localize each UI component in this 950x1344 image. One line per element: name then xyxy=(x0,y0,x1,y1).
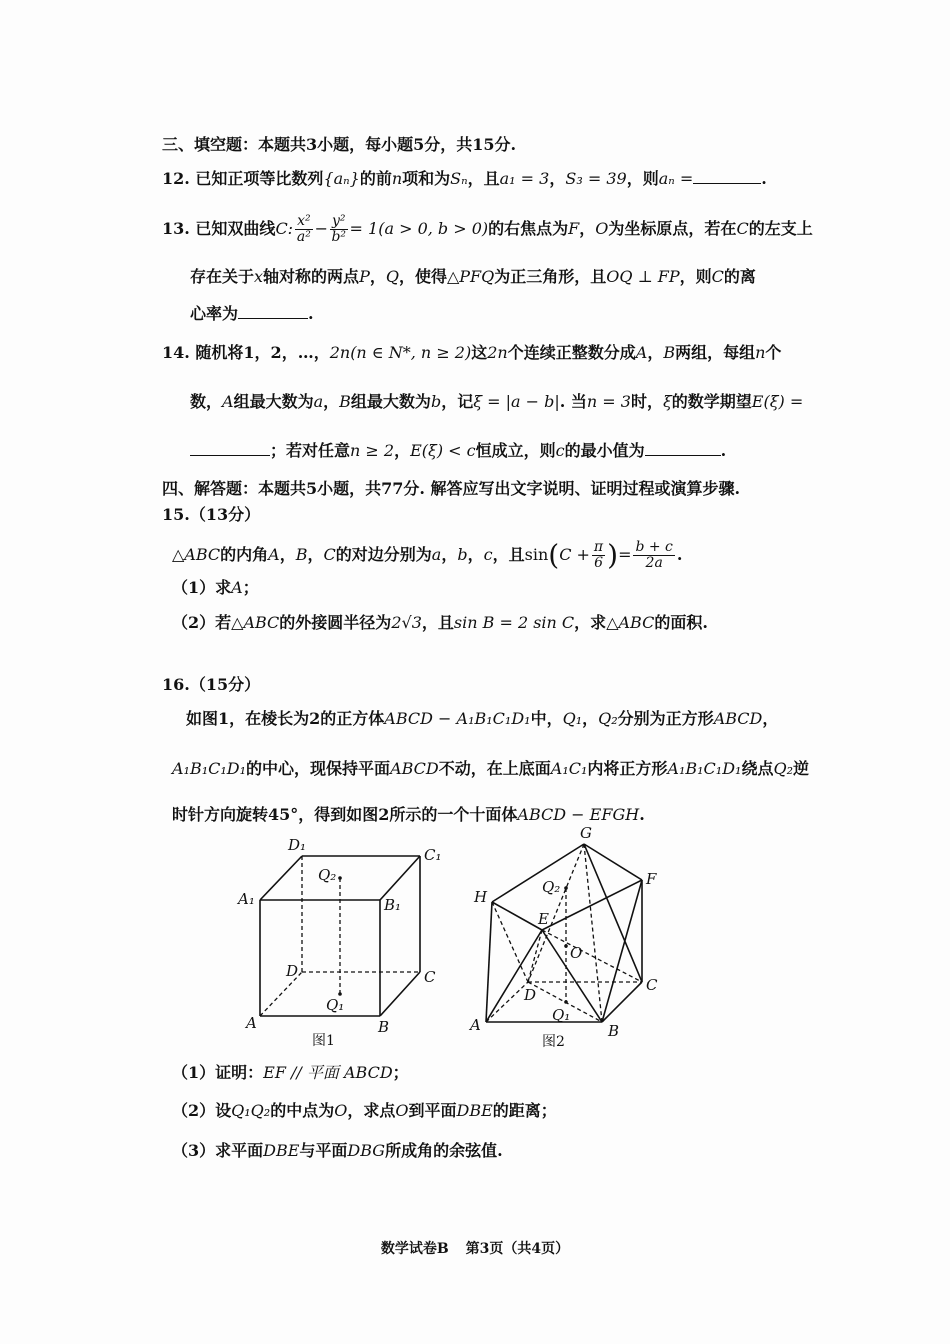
question-15-part-2: （2）若△ABC的外接圆半径为2√3，且sin B = 2 sin C，求△ABC的面积. xyxy=(172,613,708,632)
fig1-label-Q1: Q₁ xyxy=(326,996,345,1014)
q14-answer-blank-1[interactable] xyxy=(190,441,270,456)
footer-page-number: 第3页（共4页） xyxy=(465,1241,570,1257)
fig1-caption: 图1 xyxy=(312,1033,335,1049)
fig2-label-O: O xyxy=(570,944,583,962)
fig2-label-D: D xyxy=(524,986,537,1004)
question-16-part-2: （2）设Q₁Q₂的中点为O，求点O到平面DBE的距离； xyxy=(172,1101,557,1120)
fig1-label-B: B xyxy=(378,1018,390,1036)
section-3-heading: 三、填空题：本题共3小题，每小题5分，共15分. xyxy=(162,135,517,154)
fig2-label-E: E xyxy=(538,910,549,928)
fig2-label-H: H xyxy=(474,888,488,906)
fig2-label-Q2: Q₂ xyxy=(542,878,561,896)
question-14-line-2: 数，A组最大数为a，B组最大数为b，记ξ = |a − b|. 当n = 3时，ξ的数学期望E(ξ) = xyxy=(190,392,804,411)
fig1-label-B1: B₁ xyxy=(384,896,402,914)
question-16-part-3: （3）求平面DBE与平面DBG所成角的余弦值. xyxy=(172,1141,503,1160)
fig1-label-Q2: Q₂ xyxy=(318,866,337,884)
fig1-label-C1: C₁ xyxy=(424,846,442,864)
fig1-label-D1: D₁ xyxy=(288,836,307,854)
question-15-part-1: （1）求A； xyxy=(172,578,259,597)
question-13-line-2: 存在关于x轴对称的两点P，Q，使得△PFQ为正三角形，且OQ ⊥ FP，则C的离 xyxy=(190,267,756,286)
question-14-line-3: ；若对任意n ≥ 2，E(ξ) < c恒成立，则c的最小值为 . xyxy=(190,440,726,462)
question-14-line-1: 14. 随机将1，2，…，2n(n ∈ N*, n ≥ 2)这2n个连续正整数分成A，B两组，每组n个 xyxy=(162,343,782,362)
question-13-line-1: 13. 已知双曲线C: $\frac{\text{x²}}{\text{a²}}$ − $\frac{\text{y²}}{\text{b²}}$ = 1(a > 0, b > 0)的右焦点为F，O为坐标原点，若在C的左支上 xyxy=(162,213,813,245)
question-16-line-2: A₁B₁C₁D₁的中心，现保持平面ABCD不动，在上底面A₁C₁内将正方形A₁B₁C₁D₁绕点Q₂逆 xyxy=(172,759,810,778)
question-13-line-3: 心率为 . xyxy=(190,304,314,323)
question-12: 12. 已知正项等比数列{aₙ}的前n项和为Sₙ，且a₁ = 3，S₃ = 39，则aₙ = . xyxy=(162,169,767,188)
page-footer xyxy=(0,1238,950,1258)
question-16-line-1: 如图1，在棱长为2的正方体ABCD − A₁B₁C₁D₁中，Q₁，Q₂分别为正方形ABCD， xyxy=(186,709,779,728)
fig1-label-A1: A₁ xyxy=(238,890,255,908)
q14-answer-blank-2[interactable] xyxy=(645,441,721,456)
section-4-heading: 四、解答题：本题共5小题，共77分. 解答应写出文字说明、证明过程或演算步骤. xyxy=(162,479,741,498)
figure-1-cube xyxy=(236,830,456,1052)
question-16-header: 16.（15分） xyxy=(162,675,261,694)
fig1-label-A: A xyxy=(246,1014,257,1032)
q12-answer-blank[interactable] xyxy=(693,169,761,184)
fig2-caption: 图2 xyxy=(542,1034,565,1050)
question-16-part-1: （1）证明：EF // 平面 ABCD； xyxy=(172,1063,409,1082)
fig1-label-D: D xyxy=(286,962,299,980)
question-15-header: 15.（13分） xyxy=(162,505,261,524)
question-16-line-3: 时针方向旋转45°，得到如图2所示的一个十面体ABCD − EFGH. xyxy=(172,805,645,824)
fig2-label-C: C xyxy=(646,976,658,994)
fig2-label-Q1: Q₁ xyxy=(552,1006,571,1024)
footer-title: 数学试卷B xyxy=(380,1241,449,1257)
fig2-label-B: B xyxy=(608,1022,620,1040)
fig1-label-C: C xyxy=(424,968,436,986)
fig2-label-G: G xyxy=(580,824,592,842)
q13-answer-blank[interactable] xyxy=(238,304,308,319)
figure-2-decahedron xyxy=(466,822,676,1054)
fig2-label-F: F xyxy=(646,870,657,888)
fig2-label-A: A xyxy=(470,1016,481,1034)
question-15-stem: △ABC的内角A，B，C的对边分别为a，b，c，且sin(C + $\frac{\pi}{6}$ )= $\frac{b + c}{2a}$ . xyxy=(172,538,683,572)
